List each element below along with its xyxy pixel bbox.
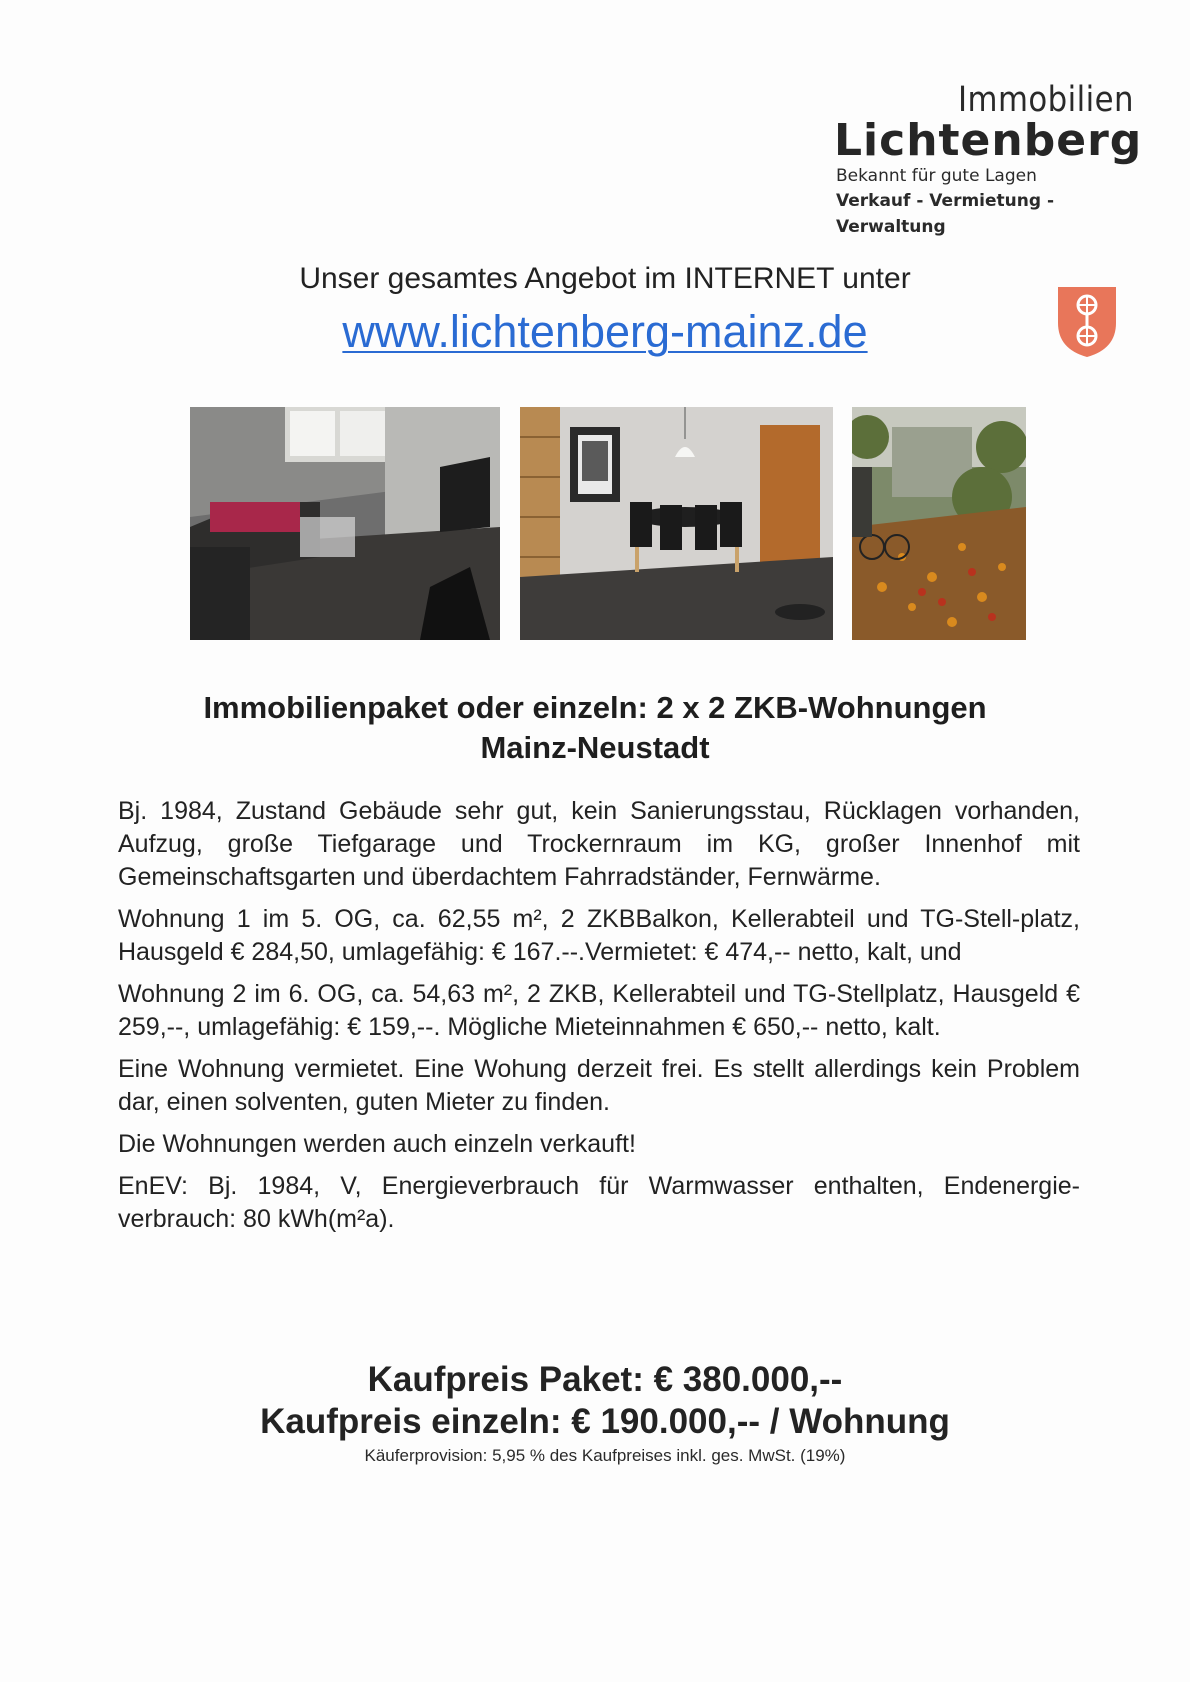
headline-line-2: Mainz-Neustadt — [480, 730, 710, 765]
headline-line-1: Immobilienpaket oder einzeln: 2 x 2 ZKB-Wohnungen — [203, 690, 987, 725]
paragraph-single-sale: Die Wohnungen werden auch einzeln verkauft! — [118, 1130, 636, 1158]
internet-intro: Unser gesamtes Angebot im INTERNET unter — [299, 262, 911, 295]
paragraph-building: Bj. 1984, Zustand Gebäude sehr gut, kein Sanierungsstau, Rücklagen vorhanden, Aufzug, große Tiefgarage und Trockernraum im KG, großer Innenhof mit Gemeinschaftsgarten und überdachtem Fahrradständer, Fernwärme. — [118, 797, 1080, 891]
paragraph-energy: EnEV: Bj. 1984, V, Energieverbrauch für Warmwasser enthalten, Endenergie-verbrauch: 80 kWh(m²a). — [118, 1172, 1080, 1233]
dining-area-photo — [520, 407, 833, 640]
price-single: Kaufpreis einzeln: € 190.000,-- / Wohnung — [260, 1402, 950, 1441]
paragraph-apartment-2: Wohnung 2 im 6. OG, ca. 54,63 m², 2 ZKB, Kellerabteil und TG-Stellplatz, Hausgeld € 259,--, umlagefähig: € 159,--. Mögliche Mieteinnahmen € 650,-- netto, kalt. — [118, 980, 1080, 1041]
mainz-crest-icon — [1056, 283, 1118, 359]
living-room-photo — [190, 407, 500, 640]
paragraph-rental-status: Eine Wohnung vermietet. Eine Wohung derzeit frei. Es stellt allerdings kein Problem dar, einen solventen, guten Mieter zu finden. — [118, 1055, 1080, 1116]
offer-headline — [60, 688, 1130, 768]
brand-tagline: Bekannt für gute Lagen — [836, 166, 1037, 186]
description-body — [118, 795, 1080, 1245]
paragraph-apartment-1: Wohnung 1 im 5. OG, ca. 62,55 m², 2 ZKBBalkon, Kellerabteil und TG-Stell-platz, Hausgeld € 284,50, umlagefähig: € 167.--.Vermietet: € 474,-- netto, kalt, und — [118, 905, 1080, 966]
courtyard-garden-photo — [852, 407, 1026, 640]
price-package: Kaufpreis Paket: € 380.000,-- — [367, 1360, 843, 1399]
buyer-commission: Käuferprovision: 5,95 % des Kaufpreises inkl. ges. MwSt. (19%) — [364, 1446, 846, 1465]
brand-name: Lichtenberg — [834, 115, 1143, 166]
brand-line-immobilien: Immobilien — [957, 80, 1134, 120]
letterhead — [774, 80, 1143, 240]
website-link[interactable]: www.lichtenberg-mainz.de — [342, 306, 868, 357]
brand-services: Verkauf - Vermietung - Verwaltung — [836, 191, 1054, 237]
